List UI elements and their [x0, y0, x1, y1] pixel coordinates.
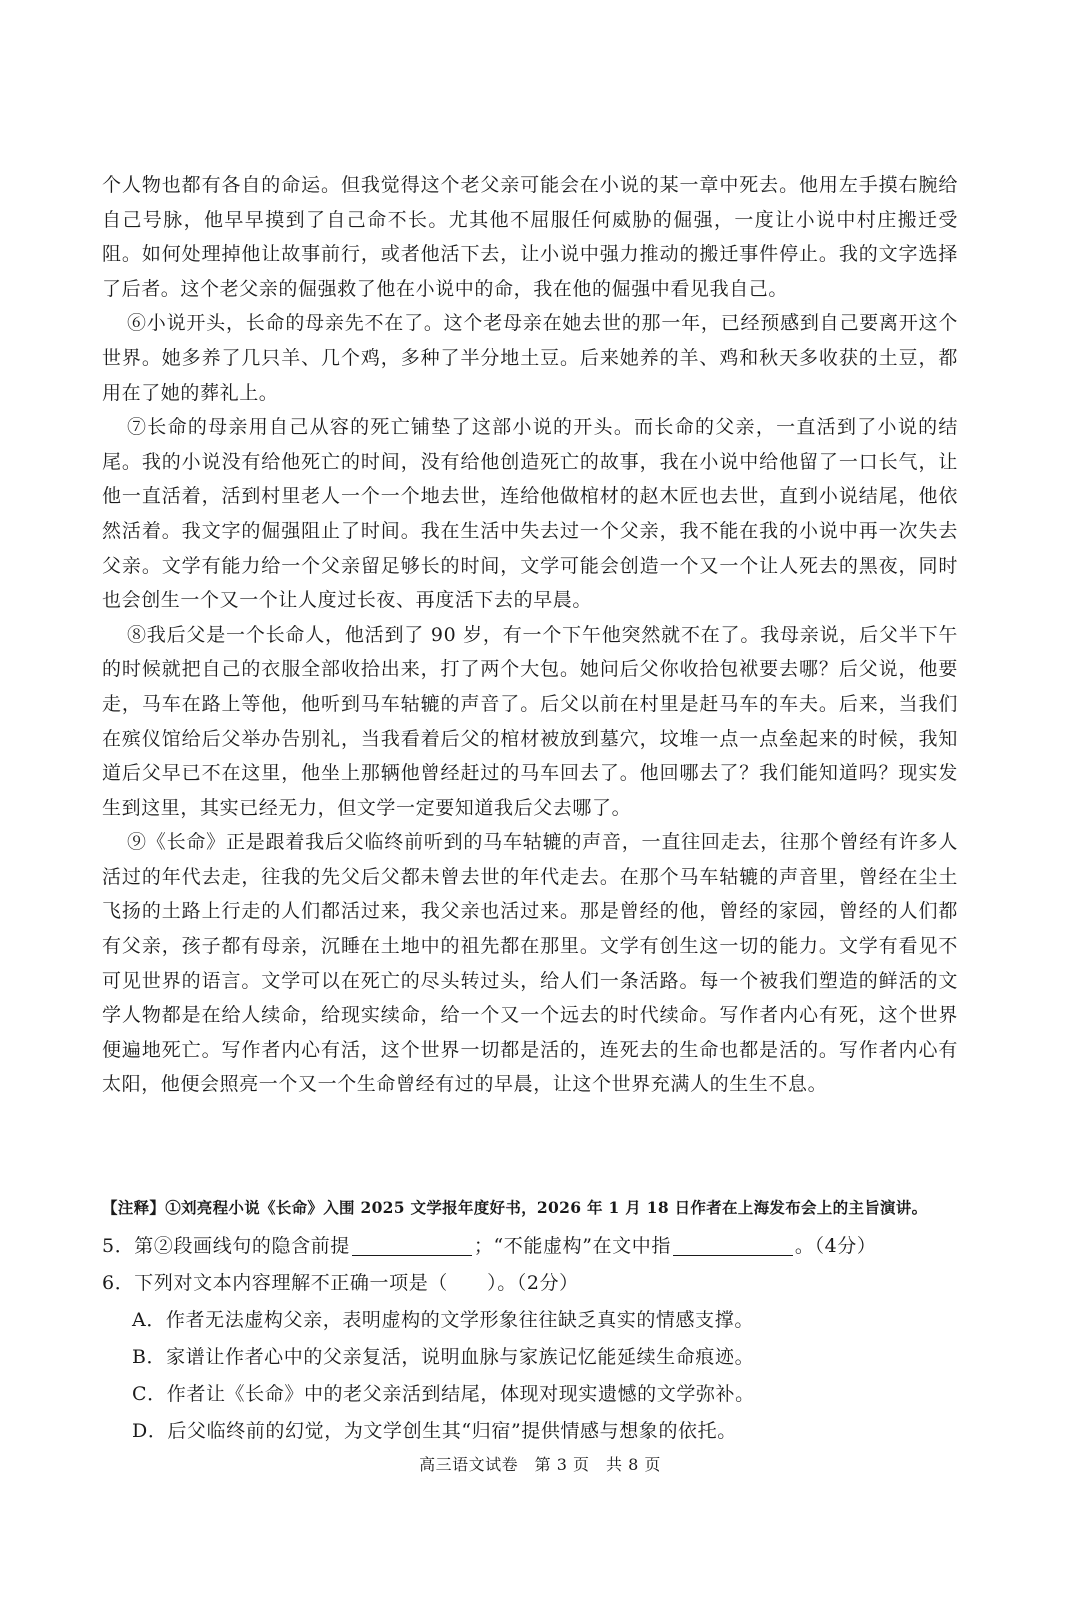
question-5-prefix: 5．第②段画线句的隐含前提: [102, 1235, 350, 1257]
question-5-suffix: 。（4分）: [794, 1235, 877, 1257]
answer-blank-meaning[interactable]: [673, 1233, 793, 1256]
paragraph-8: ⑧我后父是一个长命人，他活到了 90 岁，有一个下午他突然就不在了。我母亲说，后父半下午的时候就把自己的衣服全部收拾出来，打了两个大包。她问后父你收拾包袱要去哪？后父说，他要走，马车在路上等他，他听到马车轱辘的声音了。后父以前在村里是赶马车的车夫。后来，当我们在殡仪馆给后父举办告别礼，当我看着后父的棺材被放到墓穴，坟堆一点一点垒起来的时候，我知道后父早已不在这里，他坐上那辆他曾经赶过的马车回去了。他回哪去了？我们能知道吗？现实发生到这里，其实已经无力，但文学一定要知道我后父去哪了。: [102, 623, 958, 819]
answer-blank-premise[interactable]: [352, 1233, 472, 1256]
question-5: [102, 1228, 972, 1265]
option-a[interactable]: A．作者无法虚构父亲，表明虚构的文学形象往往缺乏真实的情感支撑。: [132, 1309, 754, 1331]
page-footer: 高三语文试卷 第 3 页 共 8 页: [419, 1455, 661, 1474]
paragraph-6: ⑥小说开头，长命的母亲先不在了。这个老母亲在她去世的那一年，已经预感到自己要离开这个世界。她多养了几只羊、几个鸡，多种了半分地土豆。后来她养的羊、鸡和秋天多收获的土豆，都用在了她的葬礼上。: [102, 312, 958, 404]
question-5-middle: ；“不能虚构”在文中指: [473, 1235, 671, 1257]
option-b[interactable]: B．家谱让作者心中的父亲复活，说明血脉与家族记忆能延续生命痕迹。: [132, 1346, 755, 1368]
question-6-stem: 6．下列对文本内容理解不正确一项是（ ）。（2分）: [102, 1272, 579, 1294]
questions-section: [102, 1228, 972, 1450]
paragraph-5-continued: 个人物也都有各自的命运。但我觉得这个老父亲可能会在小说的某一章中死去。他用左手摸右腕给自己号脉，他早早摸到了自己命不长。尤其他不屈服任何威胁的倔强，一度让小说中村庄搬迁受阻。如何处理掉他让故事前行，或者他活下去，让小说中强力推动的搬迁事件停止。我的文字选择了后者。这个老父亲的倔强救了他在小说中的命，我在他的倔强中看见我自己。: [102, 174, 958, 300]
option-d[interactable]: D．后父临终前的幻觉，为文学创生其“归宿”提供情感与想象的依托。: [132, 1420, 737, 1442]
paragraph-7: ⑦长命的母亲用自己从容的死亡铺垫了这部小说的开头。而长命的父亲，一直活到了小说的结尾。我的小说没有给他死亡的时间，没有给他创造死亡的故事，我在小说中给他留了一口长气，让他一直活着，活到村里老人一个一个地去世，连给他做棺材的赵木匠也去世，直到小说结尾，他依然活着。我文字的倔强阻止了时间。我在生活中失去过一个父亲，我不能在我的小说中再一次失去父亲。文学有能力给一个父亲留足够长的时间，文学可能会创造一个又一个让人死去的黑夜，同时也会创生一个又一个让人度过长夜、再度活下去的早晨。: [102, 416, 958, 612]
paragraph-9: ⑨《长命》正是跟着我后父临终前听到的马车轱辘的声音，一直往回走去，往那个曾经有许多人活过的年代去走，往我的先父后父都未曾去世的年代走去。在那个马车轱辘的声音里，曾经在尘土飞扬的土路上行走的人们都活过来，我父亲也活过来。那是曾经的他，曾经的家园，曾经的人们都有父亲，孩子都有母亲，沉睡在土地中的祖先都在那里。文学有创生这一切的能力。文学有看见不可见世界的语言。文学可以在死亡的尽头转过头，给人们一条活路。每一个被我们塑造的鲜活的文学人物都是在给人续命，给现实续命，给一个又一个远去的时代续命。写作者内心有死，这个世界便遍地死亡。写作者内心有活，这个世界一切都是活的，连死去的生命也都是活的。写作者内心有太阳，他便会照亮一个又一个生命曾经有过的早晨，让这个世界充满人的生生不息。: [102, 831, 958, 1096]
option-c[interactable]: C．作者让《长命》中的老父亲活到结尾，体现对现实遗憾的文学弥补。: [132, 1383, 755, 1405]
reading-passage: [102, 168, 958, 1102]
annotation-note: 【注释】①刘亮程小说《长命》入围 2025 文学报年度好书，2026 年 1 月 18 日作者在上海发布会上的主旨演讲。: [102, 1198, 928, 1217]
